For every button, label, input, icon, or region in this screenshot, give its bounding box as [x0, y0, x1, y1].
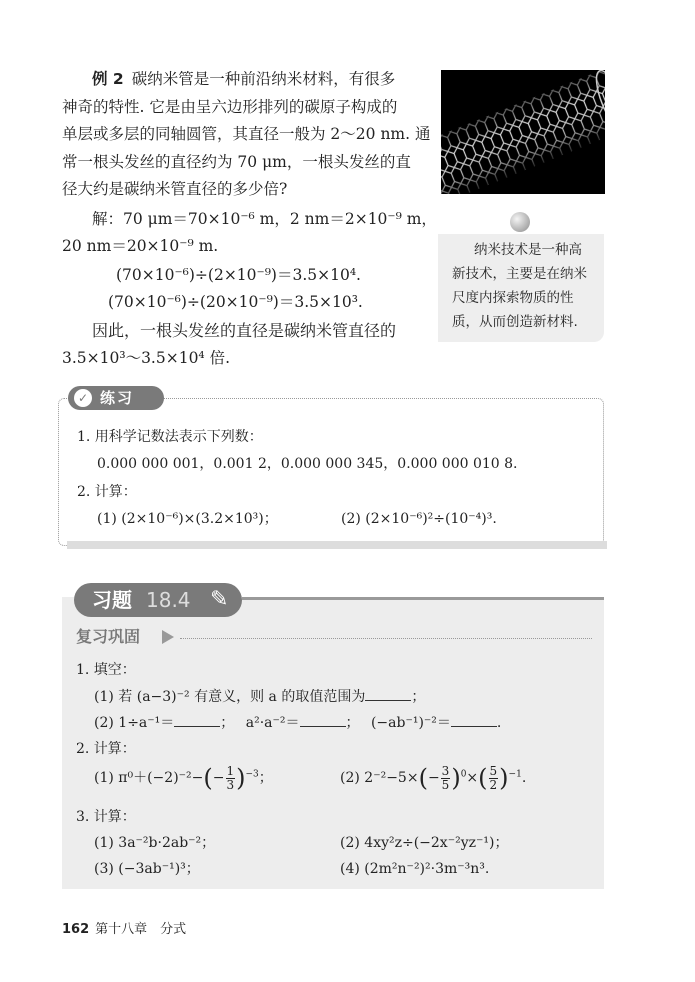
check-icon: ✓ [74, 389, 92, 407]
page-number: 162 [62, 922, 90, 937]
example-2 [62, 66, 431, 204]
note-line: 质，从而创造新材料. [452, 314, 578, 330]
exercise-title: 习题 [92, 588, 132, 612]
exercise-q1-part-2: (2) 1÷a⁻¹＝ ； a²·a⁻²＝ ； (−ab⁻¹)⁻²＝ . [94, 715, 502, 731]
exercise-question-2: 2. 计算： [76, 741, 136, 757]
q1-part-1-text: (1) 若 (a−3)⁻² 有意义，则 a 的取值范围为 [94, 689, 366, 705]
pencil-icon: ✎ [210, 587, 229, 612]
answer-blank [365, 687, 411, 701]
practice-numbers: 0.000 000 001，0.001 2，0.000 000 345，0.000 000 010 8. [97, 456, 518, 472]
exercise-question-3: 3. 计算： [76, 809, 136, 825]
triangle-arrow-icon [162, 630, 174, 644]
q2-part-1-text: (1) π⁰＋(−2)⁻²− [94, 770, 204, 786]
exercise-q2-part-2: (2) 2⁻²−5×(− $\frac{3}{5}$ )$^0$×( $\frac{5}{2}$ )$^{-1}$. [340, 763, 527, 792]
example-line: 单层或多层的同轴圆管，其直径一般为 2～20 nm. 通 [62, 125, 431, 143]
note-line: 尺度内探索物质的性 [452, 290, 574, 306]
solution-line-2: 20 nm＝20×10⁻⁹ m. [62, 237, 219, 255]
q1-part-2-a: (2) 1÷a⁻¹＝ [94, 715, 175, 731]
q2-part-2-text: (2) 2⁻²−5× [340, 770, 419, 786]
q1-part-2-b: a²·a⁻²＝ [245, 715, 300, 731]
answer-blank [451, 713, 497, 727]
fraction-five-halves: $\frac{5}{2}$ [489, 763, 498, 792]
practice-question-2-part-1: (1) (2×10⁻⁶)×(3.2×10³)； [97, 511, 278, 527]
exercise-title-tab [74, 583, 242, 617]
fraction-one-third: $\frac{1}{3}$ [226, 763, 235, 792]
answer-blank [174, 713, 220, 727]
section-heading: 复习巩固 [76, 627, 141, 646]
example-label: 例 2 [92, 70, 124, 88]
example-line: 常一根头发丝的直径约为 70 μm，一根头发丝的直 [62, 152, 411, 171]
exercise-q3-part-3: (3) (−3ab⁻¹)³； [94, 861, 200, 877]
note-line: 新技术，主要是在纳米 [452, 266, 587, 282]
chapter-title: 第十八章 分式 [95, 922, 187, 937]
pin-icon [510, 212, 530, 232]
sidebar-note [438, 208, 604, 348]
answer-blank [300, 713, 346, 727]
dotted-leader [180, 638, 592, 639]
fraction-three-fifths: $\frac{3}{5}$ [441, 763, 450, 792]
note-line: 纳米技术是一种高 [474, 242, 582, 258]
exercise-q3-part-1: (1) 3a⁻²b·2ab⁻²； [94, 835, 216, 851]
example-line: 径大约是碳纳米管直径的多少倍? [62, 180, 288, 198]
exercise-number: 18.4 [146, 588, 191, 612]
conclusion-line-2: 3.5×10³～3.5×10⁴ 倍. [62, 349, 231, 367]
example-line: 碳纳米管是一种前沿纳米材料，有很多 [131, 70, 396, 88]
exercise-question-1: 1. 填空： [76, 662, 136, 678]
practice-question-1: 1. 用科学记数法表示下列数： [77, 429, 263, 445]
exercise-q1-part-1: (1) 若 (a−3)⁻² 有意义，则 a 的取值范围为 ； [94, 689, 426, 705]
practice-tag [68, 386, 164, 410]
box-shadow [67, 541, 607, 549]
exercise-q3-part-2: (2) 4xy²z÷(−2x⁻²yz⁻¹)； [340, 835, 509, 851]
practice-question-2-part-2: (2) (2×10⁻⁶)²÷(10⁻⁴)³. [341, 511, 497, 527]
title-rule [242, 597, 604, 600]
exercise-q2-part-1: (1) π⁰＋(−2)⁻²−(− $\frac{1}{3}$ )$^{-3}$； [94, 763, 273, 792]
solution-line-1: 解：70 μm＝70×10⁻⁶ m，2 nm＝2×10⁻⁹ m， [92, 210, 437, 228]
conclusion-line-1: 因此，一根头发丝的直径是碳纳米管直径的 [92, 321, 397, 340]
practice-question-2: 2. 计算： [77, 484, 137, 500]
page-footer [62, 920, 186, 940]
q1-part-2-c: (−ab⁻¹)⁻²＝ [370, 715, 451, 731]
practice-tag-label: 练习 [100, 389, 135, 407]
exercise-q3-part-4: (4) (2m²n⁻²)²·3m⁻³n³. [340, 861, 490, 877]
solution-equation-2: (70×10⁻⁶)÷(20×10⁻⁹)＝3.5×10³. [108, 293, 363, 311]
solution-equation-1: (70×10⁻⁶)÷(2×10⁻⁹)＝3.5×10⁴. [116, 266, 361, 284]
carbon-nanotube-image [441, 70, 605, 194]
example-line: 神奇的特性. 它是由呈六边形排列的碳原子构成的 [62, 97, 398, 116]
practice-box [58, 398, 604, 546]
